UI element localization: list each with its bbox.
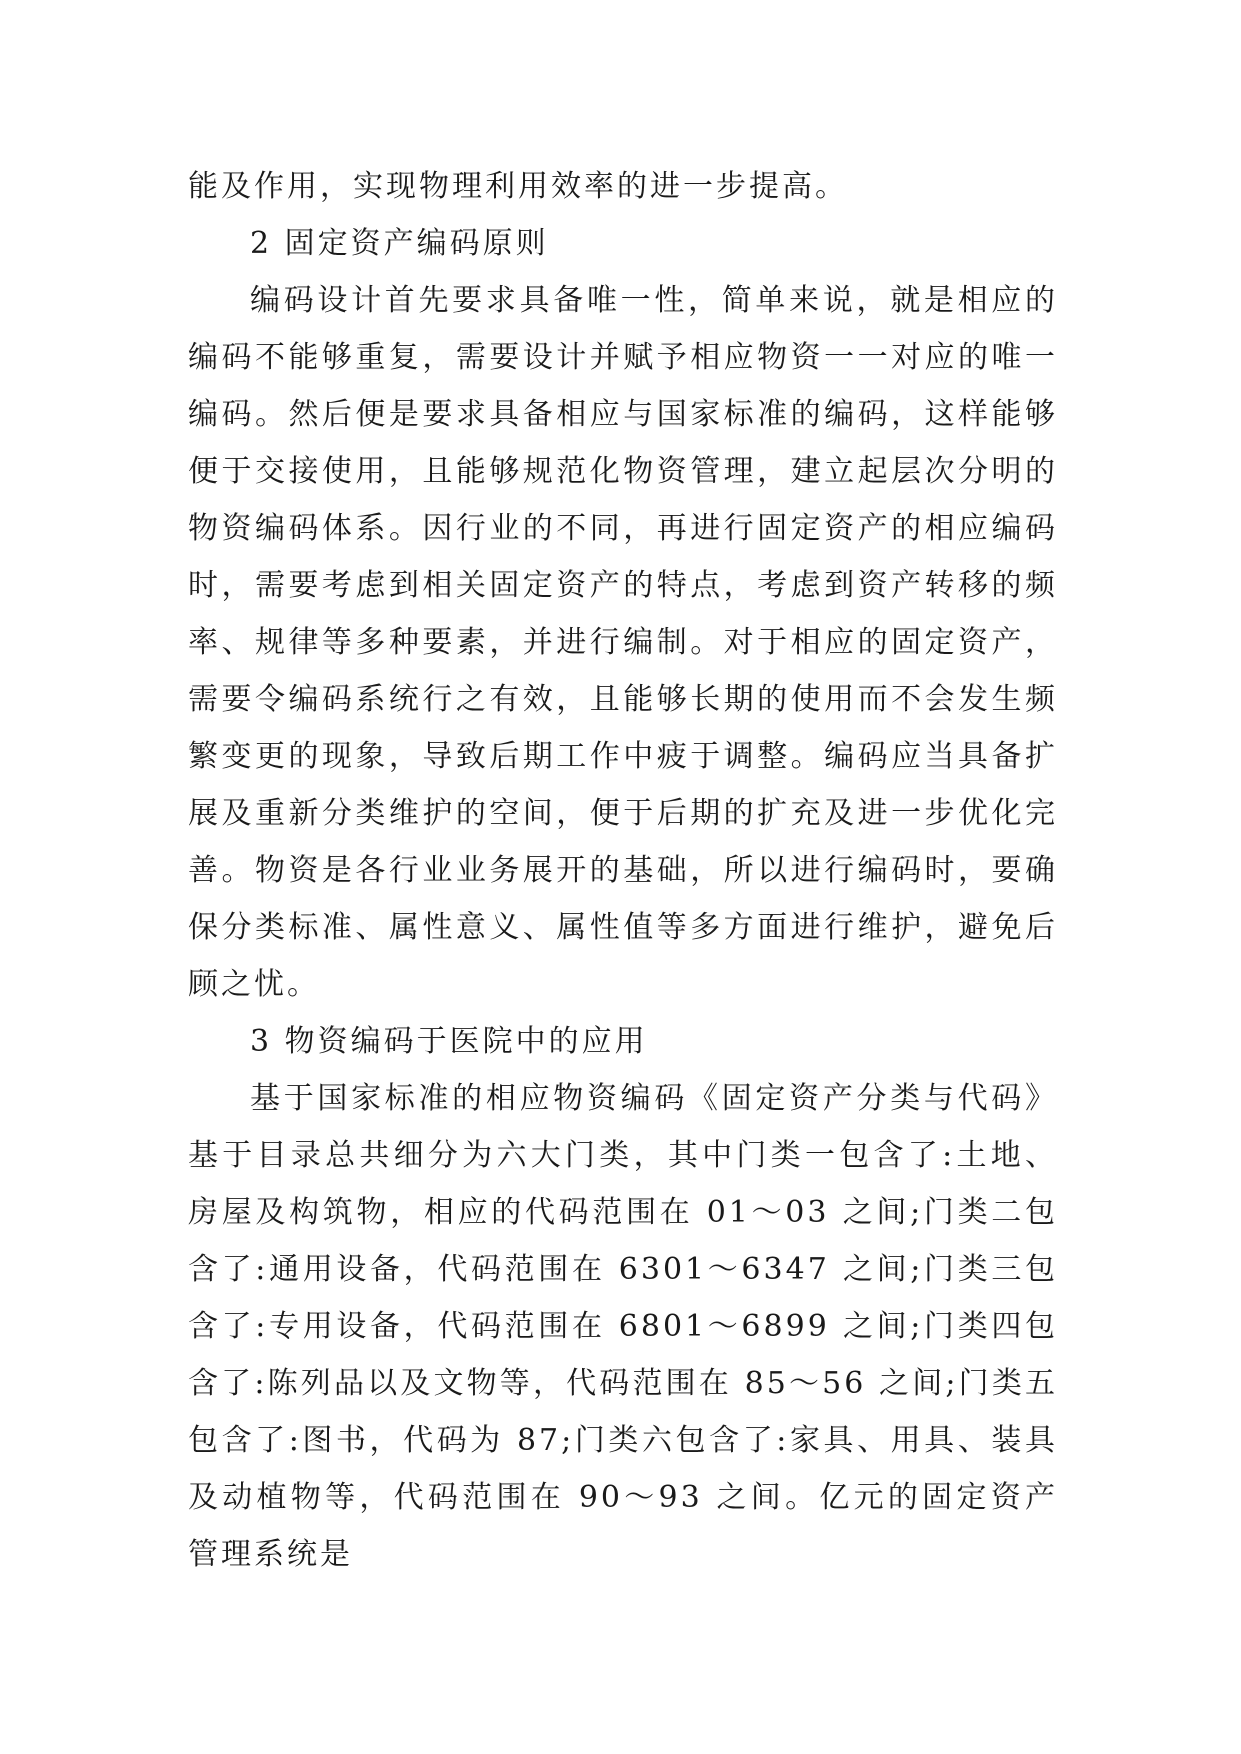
section-heading-hospital-application: 3 物资编码于医院中的应用 <box>250 1024 648 1059</box>
document-body <box>188 158 1058 1583</box>
paragraph-hospital-application: 基于国家标准的相应物资编码《固定资产分类与代码》基于目录总共细分为六大门类，其中门类一包含了:土地、房屋及构筑物，相应的代码范围在 01～03 之间;门类二包含了:通用设备，代码范围在 6301～6347 之间;门类三包含了:专用设备，代码范围在 6801～6899 之间;门类四包含了:陈列品以及文物等，代码范围在 85～56 之间;门类五包含了:图书，代码为 87;门类六包含了:家具、用具、装具及动植物等，代码范围在 90～93 之间。亿元的固定资产管理系统是 <box>188 1081 1058 1572</box>
paragraph-continuation: 能及作用，实现物理利用效率的进一步提高。 <box>188 169 848 204</box>
section-heading-encoding-principles: 2 固定资产编码原则 <box>250 226 549 261</box>
paragraph-encoding-principles: 编码设计首先要求具备唯一性，简单来说，就是相应的编码不能够重复，需要设计并赋予相应物资一一对应的唯一编码。然后便是要求具备相应与国家标准的编码，这样能够便于交接使用，且能够规范化物资管理，建立起层次分明的物资编码体系。因行业的不同，再进行固定资产的相应编码时，需要考虑到相关固定资产的特点，考虑到资产转移的频率、规律等多种要素，并进行编制。对于相应的固定资产，需要令编码系统行之有效，且能够长期的使用而不会发生频繁变更的现象，导致后期工作中疲于调整。编码应当具备扩展及重新分类维护的空间，便于后期的扩充及进一步优化完善。物资是各行业业务展开的基础，所以进行编码时，要确保分类标准、属性意义、属性值等多方面进行维护，避免后顾之忧。 <box>188 283 1058 1002</box>
